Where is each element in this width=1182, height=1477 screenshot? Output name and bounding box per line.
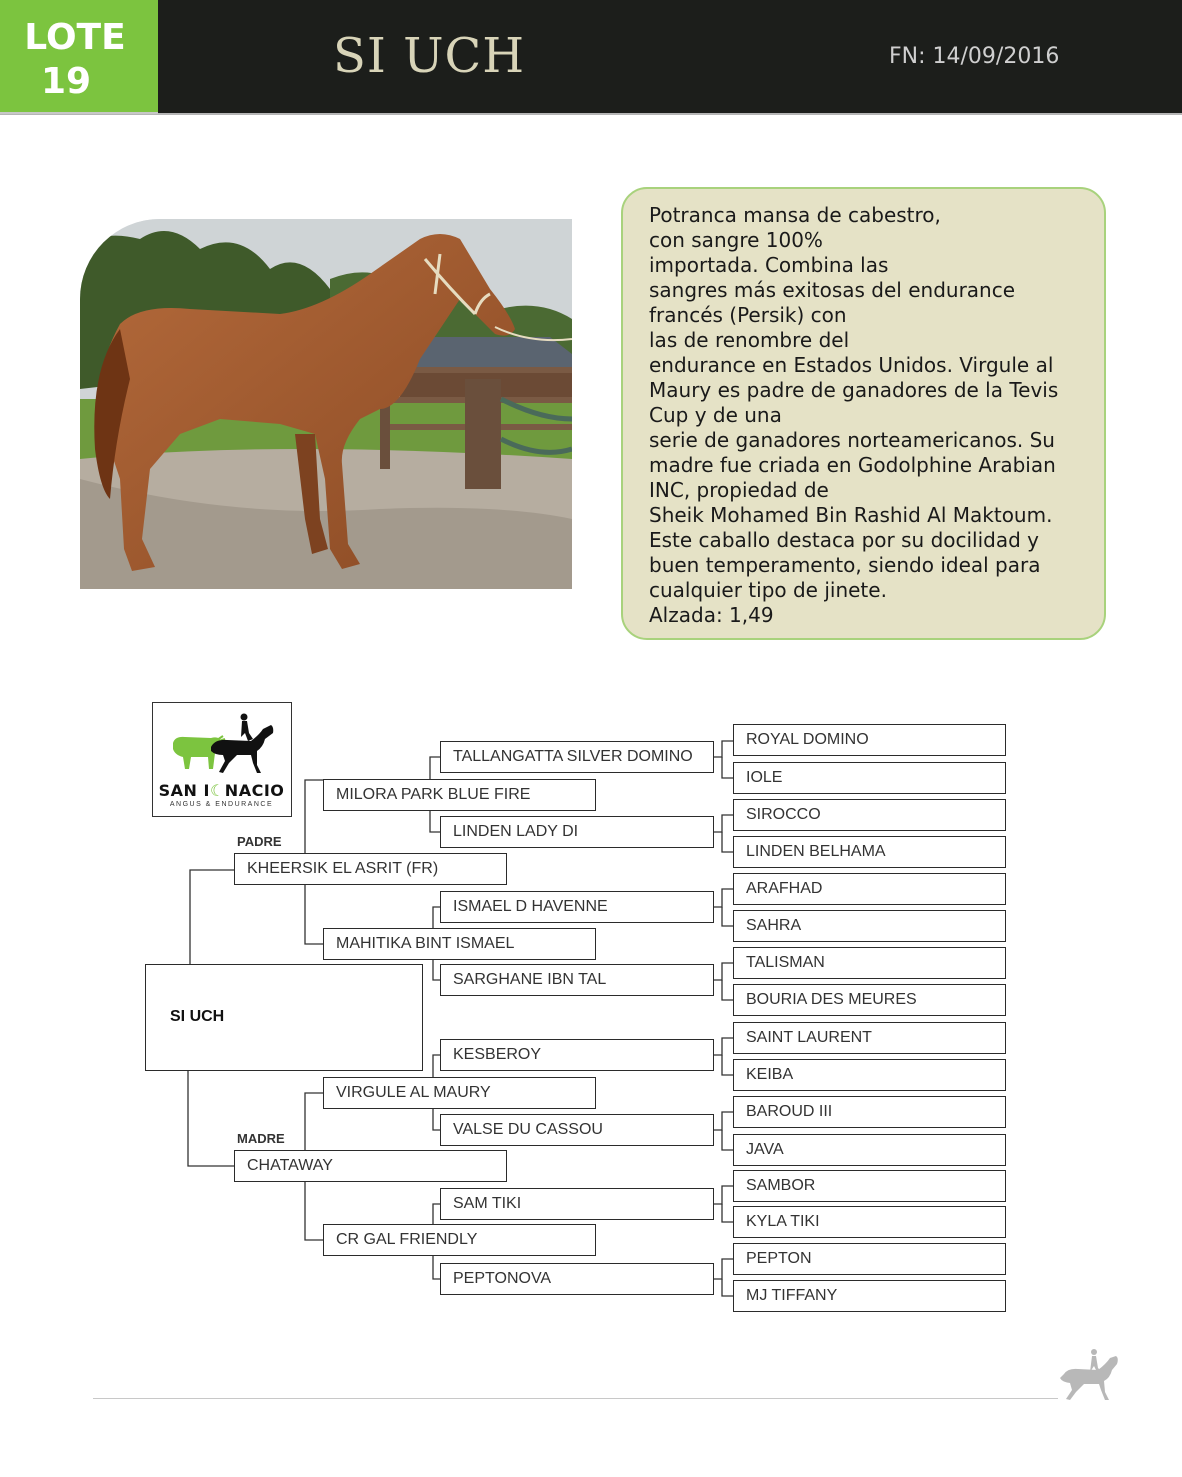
description-text: Potranca mansa de cabestro, con sangre 100% importada. Combina las sangres más exitosas del endurance francés (Persik) con las de renombre del endurance en Estados Unidos. Virgule al Maury es padre de ganadores de la Tevis Cup y de una serie de ganadores norteamericanos. Su madre fue criada en Godolphine Arabian INC, propiedad de Sheik Mohamed Bin Rashid Al Maktoum. Este caballo destaca por su docilidad y buen temperamento, siendo ideal para cualquier tipo de jinete. Alzada: 1,49 [649,203,1059,627]
birth-date: FN: 14/09/2016 [889,44,1060,69]
gen3-box: PEPTONOVA [440,1263,714,1295]
gen3-box: SARGHANE IBN TAL [440,964,714,996]
gen3-box: VALSE DU CASSOU [440,1114,714,1146]
gen4-box: SAHRA [733,910,1006,942]
main-horse-name: SI UCH [170,1008,225,1025]
gen3-box: TALLANGATTA SILVER DOMINO [440,741,714,773]
gen4-box: ROYAL DOMINO [733,724,1006,756]
gen4-box: LINDEN BELHAMA [733,836,1006,868]
horse-rider-icon [1058,1348,1122,1402]
madre-tag: MADRE [237,1131,285,1146]
gen3-box: KESBEROY [440,1039,714,1071]
bull-horse-icon [153,703,290,781]
gen4-box: PEPTON [733,1243,1006,1275]
gen4-box: BAROUD III [733,1096,1006,1128]
gen4-box: IOLE [733,762,1006,794]
page-title: SI UCH [333,28,526,84]
logo-box [152,702,292,817]
gen4-box: ARAFHAD [733,873,1006,905]
gen4-box: TALISMAN [733,947,1006,979]
gen3-box: ISMAEL D HAVENNE [440,891,714,923]
gen4-box: BOURIA DES MEURES [733,984,1006,1016]
lote-label: LOTE [24,17,126,58]
logo-name: SAN I☾NACIO [158,781,285,800]
gen4-box: JAVA [733,1134,1006,1166]
padre-tag: PADRE [237,834,282,849]
madre-box: CHATAWAY [234,1150,507,1182]
main-horse-box [145,964,423,1071]
lote-number: 19 [40,61,92,102]
gen4-box: SAMBOR [733,1170,1006,1202]
gen4-box: SAINT LAURENT [733,1022,1006,1054]
gen4-box: KYLA TIKI [733,1206,1006,1238]
gen2-box: MILORA PARK BLUE FIRE [323,779,596,811]
footer-divider [93,1398,1058,1399]
gen3-box: LINDEN LADY DI [440,816,714,848]
gen3-box: SAM TIKI [440,1188,714,1220]
gen4-box: KEIBA [733,1059,1006,1091]
gen2-box: CR GAL FRIENDLY [323,1224,596,1256]
gen2-box: MAHITIKA BINT ISMAEL [323,928,596,960]
logo-subtitle: ANGUS & ENDURANCE [169,801,274,808]
padre-box: KHEERSIK EL ASRIT (FR) [234,853,507,885]
gen4-box: MJ TIFFANY [733,1280,1006,1312]
gen4-box: SIROCCO [733,799,1006,831]
gen2-box: VIRGULE AL MAURY [323,1077,596,1109]
